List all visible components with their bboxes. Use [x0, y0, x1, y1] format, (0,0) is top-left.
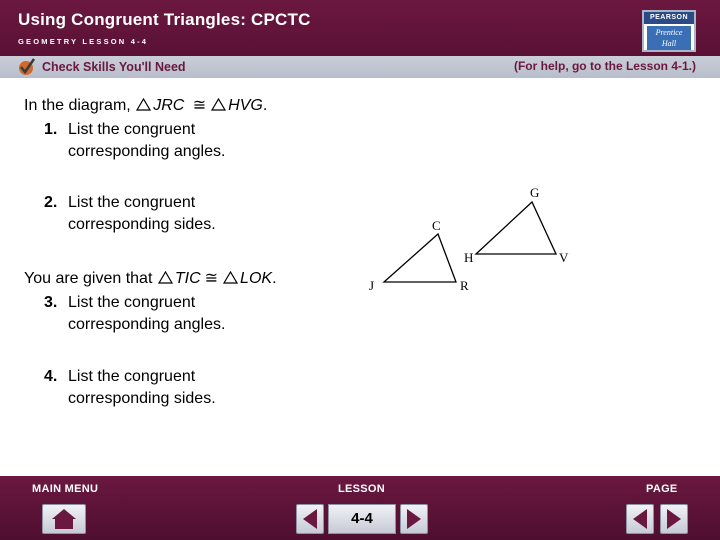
congruent-symbol: ≅ [204, 270, 219, 287]
page-prev-button[interactable] [626, 504, 654, 534]
pearson-logo [642, 10, 696, 52]
question-number: 4. [44, 368, 58, 385]
arrow-left-icon [627, 505, 653, 533]
question-2-line2: corresponding sides. [68, 216, 216, 233]
check-skills-label: Check Skills You'll Need [42, 60, 186, 74]
intro1-suffix: . [262, 97, 268, 114]
question-4 [44, 368, 195, 386]
question-3-line2: corresponding angles. [68, 316, 226, 333]
label-v: V [559, 250, 569, 265]
page-label: PAGE [646, 483, 678, 495]
page-next-button[interactable] [660, 504, 688, 534]
question-1 [44, 121, 195, 139]
content-area [0, 78, 720, 476]
question-number: 1. [44, 121, 58, 138]
question-2 [44, 194, 195, 212]
question-text-line1: List the congruent [68, 294, 196, 311]
congruent-symbol: ≅ [192, 97, 207, 114]
arrow-right-icon [401, 505, 427, 533]
question-4-line2: corresponding sides. [68, 390, 216, 407]
arrow-right-icon [661, 505, 687, 533]
question-text-line1: List the congruent [68, 368, 196, 385]
main-menu-label: MAIN MENU [32, 483, 99, 495]
triangle-hvg [476, 202, 556, 254]
question-1-line2: corresponding angles. [68, 143, 226, 160]
question-text-line1: List the congruent [68, 121, 196, 138]
intro2-prefix: You are given that [24, 270, 153, 287]
help-link-text: (For help, go to the Lesson 4-1.) [513, 59, 696, 73]
lesson-number-display: 4-4 [328, 504, 396, 534]
triangle-icon [223, 271, 238, 284]
header-bar [0, 0, 720, 56]
question-text-line1: List the congruent [68, 194, 196, 211]
question-number: 2. [44, 194, 58, 211]
triangle-icon [211, 98, 226, 111]
logo-bottom [647, 26, 691, 50]
triangle-name-tic: TIC [174, 270, 201, 287]
label-h: H [464, 250, 474, 265]
triangle-icon [158, 271, 173, 284]
logo-bottom-line1: Prentice [655, 28, 683, 37]
triangle-diagram [360, 178, 590, 298]
logo-top-text: PEARSON [644, 12, 694, 24]
logo-bottom-line2: Hall [661, 39, 677, 48]
label-g: G [530, 185, 540, 200]
checkmark-icon [18, 57, 36, 77]
question-3 [44, 294, 195, 312]
lesson-next-button[interactable] [400, 504, 428, 534]
footer-nav [0, 476, 720, 540]
page-title: Using Congruent Triangles: CPCTC [18, 10, 311, 29]
triangle-name-jrc: JRC [153, 97, 185, 114]
triangle-name-lok: LOK [240, 270, 273, 287]
intro1-prefix: In the diagram, [24, 97, 131, 114]
home-icon [43, 505, 85, 533]
lesson-subtitle: GEOMETRY LESSON 4-4 [18, 37, 149, 46]
lesson-prev-button[interactable] [296, 504, 324, 534]
label-j: J [369, 278, 375, 293]
home-button[interactable] [42, 504, 86, 534]
check-skills-bar [0, 56, 720, 78]
label-c: C [432, 218, 441, 233]
intro-statement-1 [24, 95, 267, 115]
triangle-name-hvg: HVG [228, 97, 263, 114]
lesson-label: LESSON [338, 483, 386, 495]
arrow-left-icon [297, 505, 323, 533]
triangle-jrc [384, 234, 456, 282]
intro-statement-2 [24, 268, 277, 288]
question-number: 3. [44, 294, 58, 311]
triangle-icon [136, 98, 151, 111]
label-r: R [460, 278, 469, 293]
intro2-suffix: . [272, 270, 277, 287]
